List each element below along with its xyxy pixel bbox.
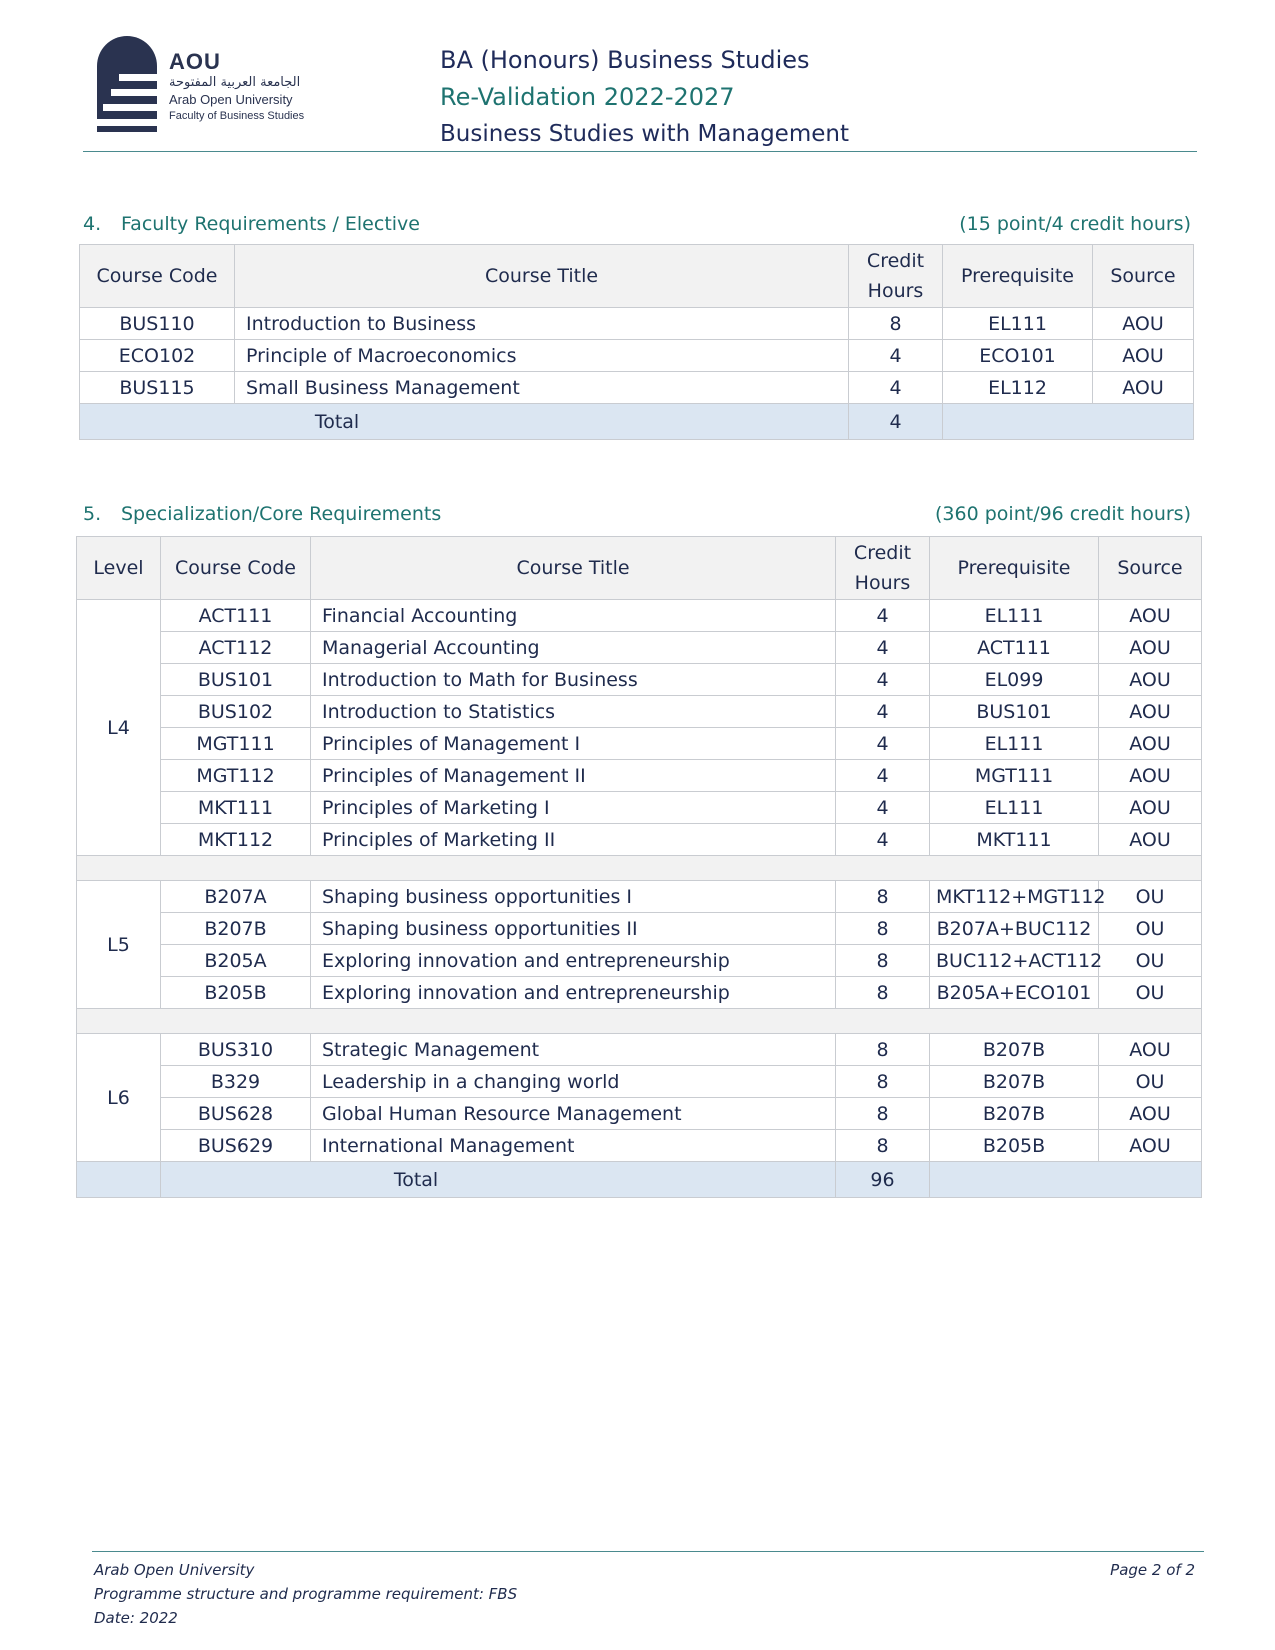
section5-title-wrap — [83, 503, 441, 525]
document-title: BA (Honours) Business Studies — [440, 46, 810, 74]
course-title: Managerial Accounting — [311, 632, 836, 664]
credit-hours: 8 — [836, 1066, 930, 1098]
document-pathway: Business Studies with Management — [440, 121, 849, 147]
prerequisite: MKT111 — [930, 824, 1099, 856]
aou-logo — [97, 36, 327, 136]
footer-programme: Programme structure and programme requirement: FBS — [94, 1585, 518, 1603]
table-row — [77, 977, 1202, 1009]
table-row — [77, 632, 1202, 664]
prerequisite: EL111 — [943, 308, 1093, 340]
section4-number: 4. — [83, 213, 102, 235]
col-source: Source — [1099, 537, 1202, 600]
course-title: Principle of Macroeconomics — [235, 340, 849, 372]
course-code: ECO102 — [80, 340, 235, 372]
table-row — [77, 600, 1202, 632]
table-row — [80, 308, 1194, 340]
total-label: Total — [161, 1162, 836, 1198]
section5-title: Specialization/Core Requirements — [121, 503, 442, 525]
source: AOU — [1093, 372, 1194, 404]
section5-number: 5. — [83, 503, 102, 525]
footer-university: Arab Open University — [94, 1561, 255, 1579]
course-code: B207B — [161, 913, 311, 945]
prerequisite: B207B — [930, 1098, 1099, 1130]
source: AOU — [1099, 1034, 1202, 1066]
section4-title: Faculty Requirements / Elective — [121, 213, 420, 235]
source: OU — [1099, 945, 1202, 977]
col-course-code: Course Code — [161, 537, 311, 600]
course-code: MKT112 — [161, 824, 311, 856]
total-empty — [943, 404, 1194, 440]
course-code: MGT111 — [161, 728, 311, 760]
col-credit-hours: Credit Hours — [836, 537, 930, 600]
course-title: Principles of Management II — [311, 760, 836, 792]
credit-hours: 4 — [836, 664, 930, 696]
source: AOU — [1099, 760, 1202, 792]
total-row — [80, 404, 1194, 440]
logo-university-name: Arab Open University — [169, 92, 293, 107]
table-row — [77, 881, 1202, 913]
prerequisite: EL111 — [930, 728, 1099, 760]
prerequisite: EL111 — [930, 600, 1099, 632]
col-course-code: Course Code — [80, 245, 235, 308]
table-row — [77, 1066, 1202, 1098]
prerequisite: B207A+BUC112 — [930, 913, 1099, 945]
table-header-row — [80, 245, 1194, 308]
page-footer — [94, 1558, 1201, 1630]
level-separator-row — [77, 1009, 1202, 1034]
course-title: Principles of Marketing II — [311, 824, 836, 856]
table-row — [77, 1034, 1202, 1066]
source: AOU — [1099, 632, 1202, 664]
prerequisite: B207B — [930, 1034, 1099, 1066]
prerequisite: EL099 — [930, 664, 1099, 696]
course-code: B207A — [161, 881, 311, 913]
table-row — [80, 340, 1194, 372]
source: OU — [1099, 881, 1202, 913]
logo-faculty-name: Faculty of Business Studies — [169, 110, 305, 122]
separator-cell — [77, 856, 1202, 881]
prerequisite: B207B — [930, 1066, 1099, 1098]
section4-heading — [83, 213, 1191, 235]
source: AOU — [1099, 1098, 1202, 1130]
course-title: Small Business Management — [235, 372, 849, 404]
total-row — [77, 1162, 1202, 1198]
source: AOU — [1099, 664, 1202, 696]
total-value: 96 — [836, 1162, 930, 1198]
course-code: BUS115 — [80, 372, 235, 404]
prerequisite: EL111 — [930, 792, 1099, 824]
prerequisite: BUS101 — [930, 696, 1099, 728]
course-title: Shaping business opportunities II — [311, 913, 836, 945]
document-subtitle: Re-Validation 2022-2027 — [440, 83, 735, 111]
course-title: Global Human Resource Management — [311, 1098, 836, 1130]
section4-points: (15 point/4 credit hours) — [959, 213, 1191, 235]
credit-hours: 4 — [836, 792, 930, 824]
faculty-requirements-table — [79, 244, 1194, 440]
prerequisite: B205B — [930, 1130, 1099, 1162]
course-title: Introduction to Business — [235, 308, 849, 340]
table-row — [77, 664, 1202, 696]
prerequisite: MGT111 — [930, 760, 1099, 792]
logo-arabic-name: الجامعة العربية المفتوحة — [169, 75, 301, 90]
prerequisite: B205A+ECO101 — [930, 977, 1099, 1009]
footer-date: Date: 2022 — [94, 1609, 178, 1627]
credit-hours: 4 — [836, 824, 930, 856]
source: AOU — [1099, 728, 1202, 760]
separator-cell — [77, 1009, 1202, 1034]
source: AOU — [1099, 792, 1202, 824]
core-requirements-table — [76, 536, 1202, 1198]
source: AOU — [1099, 696, 1202, 728]
credit-hours: 8 — [836, 913, 930, 945]
prerequisite: EL112 — [943, 372, 1093, 404]
source: OU — [1099, 977, 1202, 1009]
col-prerequisite: Prerequisite — [943, 245, 1093, 308]
course-code: B329 — [161, 1066, 311, 1098]
table-row — [77, 760, 1202, 792]
course-code: BUS102 — [161, 696, 311, 728]
level-cell: L6 — [77, 1034, 161, 1162]
course-code: BUS629 — [161, 1130, 311, 1162]
course-title: Leadership in a changing world — [311, 1066, 836, 1098]
source: AOU — [1099, 1130, 1202, 1162]
page-number: Page 2 of 2 — [1110, 1561, 1195, 1579]
footer-divider — [92, 1551, 1204, 1552]
table-row — [80, 372, 1194, 404]
credit-hours: 4 — [836, 728, 930, 760]
course-title: Financial Accounting — [311, 600, 836, 632]
course-code: MGT112 — [161, 760, 311, 792]
table-row — [77, 913, 1202, 945]
credit-hours: 4 — [836, 632, 930, 664]
credit-hours: 4 — [836, 696, 930, 728]
aou-logo-icon — [97, 36, 157, 132]
title-block — [440, 42, 849, 152]
source: AOU — [1099, 600, 1202, 632]
col-source: Source — [1093, 245, 1194, 308]
section4-title-wrap — [83, 213, 420, 235]
course-code: BUS110 — [80, 308, 235, 340]
source: AOU — [1093, 340, 1194, 372]
course-title: Introduction to Statistics — [311, 696, 836, 728]
source: AOU — [1093, 308, 1194, 340]
credit-hours: 8 — [836, 1098, 930, 1130]
course-title: Strategic Management — [311, 1034, 836, 1066]
prerequisite: ACT111 — [930, 632, 1099, 664]
credit-hours: 8 — [836, 977, 930, 1009]
table-row — [77, 945, 1202, 977]
course-title: Exploring innovation and entrepreneurship — [311, 977, 836, 1009]
course-code: BUS101 — [161, 664, 311, 696]
level-separator-row — [77, 856, 1202, 881]
course-title: Principles of Marketing I — [311, 792, 836, 824]
course-code: B205A — [161, 945, 311, 977]
table-header-row — [77, 537, 1202, 600]
level-cell: L5 — [77, 881, 161, 1009]
course-code: ACT111 — [161, 600, 311, 632]
table-row — [77, 824, 1202, 856]
total-empty — [930, 1162, 1202, 1198]
course-code: BUS628 — [161, 1098, 311, 1130]
course-title: Principles of Management I — [311, 728, 836, 760]
course-code: MKT111 — [161, 792, 311, 824]
col-course-title: Course Title — [311, 537, 836, 600]
course-title: Exploring innovation and entrepreneurship — [311, 945, 836, 977]
prerequisite: ECO101 — [943, 340, 1093, 372]
col-course-title: Course Title — [235, 245, 849, 308]
section5-points: (360 point/96 credit hours) — [935, 503, 1191, 525]
logo-text — [169, 50, 304, 124]
total-empty — [77, 1162, 161, 1198]
logo-abbr: AOU — [169, 49, 221, 74]
total-label: Total — [80, 404, 849, 440]
credit-hours: 4 — [836, 760, 930, 792]
credit-hours: 4 — [849, 340, 943, 372]
course-code: B205B — [161, 977, 311, 1009]
source: OU — [1099, 1066, 1202, 1098]
credit-hours: 8 — [836, 945, 930, 977]
course-code: ACT112 — [161, 632, 311, 664]
table-row — [77, 1098, 1202, 1130]
course-title: Shaping business opportunities I — [311, 881, 836, 913]
col-credit-hours: Credit Hours — [849, 245, 943, 308]
level-cell: L4 — [77, 600, 161, 856]
table-row — [77, 728, 1202, 760]
course-code: BUS310 — [161, 1034, 311, 1066]
course-title: International Management — [311, 1130, 836, 1162]
source: AOU — [1099, 824, 1202, 856]
table-row — [77, 792, 1202, 824]
table-row — [77, 696, 1202, 728]
total-value: 4 — [849, 404, 943, 440]
credit-hours: 8 — [849, 308, 943, 340]
header-divider — [83, 151, 1197, 152]
credit-hours: 4 — [836, 600, 930, 632]
source: OU — [1099, 913, 1202, 945]
section5-heading — [83, 503, 1191, 525]
credit-hours: 4 — [849, 372, 943, 404]
col-level: Level — [77, 537, 161, 600]
prerequisite: BUC112+ACT112 — [930, 945, 1099, 977]
credit-hours: 8 — [836, 1034, 930, 1066]
col-prerequisite: Prerequisite — [930, 537, 1099, 600]
prerequisite: MKT112+MGT112 — [930, 881, 1099, 913]
table-row — [77, 1130, 1202, 1162]
credit-hours: 8 — [836, 881, 930, 913]
course-title: Introduction to Math for Business — [311, 664, 836, 696]
credit-hours: 8 — [836, 1130, 930, 1162]
